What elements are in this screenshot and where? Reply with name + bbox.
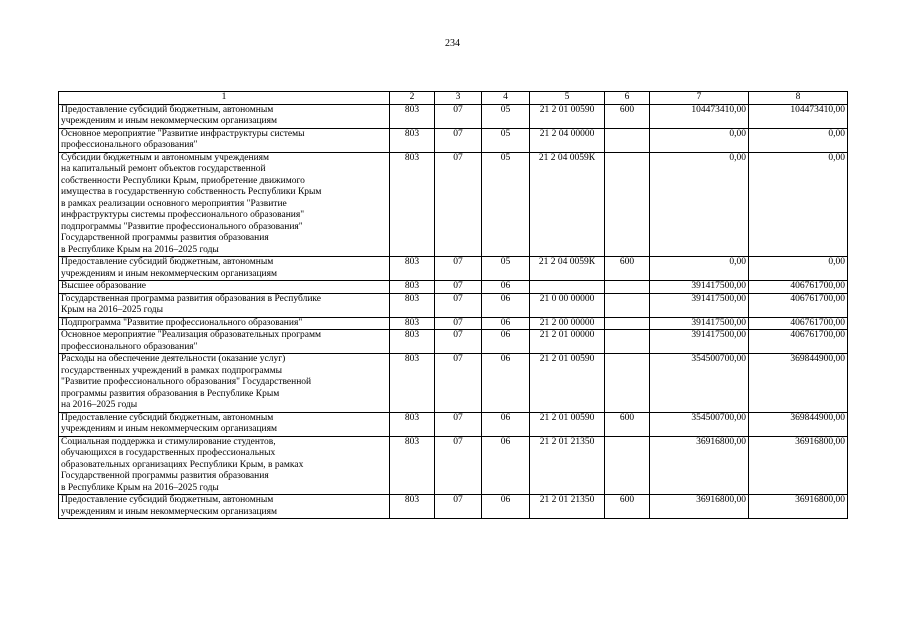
- subsection-cell: 06: [482, 317, 530, 330]
- section-cell: 07: [435, 330, 482, 354]
- table-row: [59, 152, 848, 257]
- amount-year2-cell: 36916800,00: [749, 436, 848, 495]
- header-cell: 3: [435, 92, 482, 105]
- expense-type-cell: [605, 330, 650, 354]
- header-cell: 8: [749, 92, 848, 105]
- expense-type-cell: [605, 293, 650, 317]
- gov-code-cell: 803: [390, 152, 435, 257]
- expense-type-cell: [605, 354, 650, 413]
- subsection-cell: 06: [482, 293, 530, 317]
- gov-code-cell: 803: [390, 281, 435, 294]
- header-cell: 6: [605, 92, 650, 105]
- amount-year2-cell: 0,00: [749, 257, 848, 281]
- subsection-cell: 05: [482, 257, 530, 281]
- header-cell: 5: [530, 92, 605, 105]
- row-name-cell: Предоставление субсидий бюджетным, автономным учреждениям и иным некоммерческим организациям: [59, 412, 390, 436]
- amount-year1-cell: 391417500,00: [650, 330, 749, 354]
- gov-code-cell: 803: [390, 128, 435, 152]
- table-row: [59, 495, 848, 519]
- table-row: [59, 354, 848, 413]
- section-cell: 07: [435, 495, 482, 519]
- subsection-cell: 06: [482, 436, 530, 495]
- row-name-cell: Подпрограмма "Развитие профессионального образования": [59, 317, 390, 330]
- page-number: 234: [445, 38, 460, 49]
- subsection-cell: 06: [482, 281, 530, 294]
- subsection-cell: 06: [482, 354, 530, 413]
- gov-code-cell: 803: [390, 495, 435, 519]
- expense-type-cell: 600: [605, 412, 650, 436]
- row-name-cell: Предоставление субсидий бюджетным, автономным учреждениям и иным некоммерческим организациям: [59, 104, 390, 128]
- row-name-cell: Основное мероприятие "Реализация образовательных программ профессионального образования": [59, 330, 390, 354]
- row-name-cell: Предоставление субсидий бюджетным, автономным учреждениям и иным некоммерческим организациям: [59, 495, 390, 519]
- gov-code-cell: 803: [390, 104, 435, 128]
- amount-year1-cell: 354500700,00: [650, 412, 749, 436]
- amount-year2-cell: 406761700,00: [749, 317, 848, 330]
- target-article-cell: 21 2 01 00590: [530, 354, 605, 413]
- section-cell: 07: [435, 412, 482, 436]
- row-name-cell: Высшее образование: [59, 281, 390, 294]
- target-article-cell: [530, 281, 605, 294]
- section-cell: 07: [435, 104, 482, 128]
- amount-year2-cell: 369844900,00: [749, 412, 848, 436]
- table-row: [59, 412, 848, 436]
- row-name-cell: Основное мероприятие "Развитие инфраструктуры системы профессионального образования": [59, 128, 390, 152]
- amount-year1-cell: 36916800,00: [650, 495, 749, 519]
- table-row: [59, 281, 848, 294]
- expense-type-cell: [605, 128, 650, 152]
- row-name-cell: Субсидии бюджетным и автономным учреждениям на капитальный ремонт объектов государственной собственности Республики Крым, приобретение движимого имущества в государственную собственность Республики Крым в рамках реализации основного мероприятия "Развитие инфраструктуры системы профессионального образования" подпрограммы "Развитие профессионального образования" Государственной программы развития образования в Республике Крым на 2016–2025 годы: [59, 152, 390, 257]
- row-name-cell: Социальная поддержка и стимулирование студентов, обучающихся в государственных профессиональных образовательных организациях Республики Крым, в рамках Государственной программы развития образования в Республике Крым на 2016–2025 годы: [59, 436, 390, 495]
- target-article-cell: 21 2 01 00590: [530, 104, 605, 128]
- target-article-cell: 21 2 04 0059К: [530, 152, 605, 257]
- gov-code-cell: 803: [390, 354, 435, 413]
- gov-code-cell: 803: [390, 436, 435, 495]
- section-cell: 07: [435, 128, 482, 152]
- expense-type-cell: 600: [605, 104, 650, 128]
- target-article-cell: 21 2 01 21350: [530, 495, 605, 519]
- amount-year1-cell: 354500700,00: [650, 354, 749, 413]
- section-cell: 07: [435, 436, 482, 495]
- gov-code-cell: 803: [390, 412, 435, 436]
- section-cell: 07: [435, 317, 482, 330]
- table-row: [59, 293, 848, 317]
- header-cell: 4: [482, 92, 530, 105]
- target-article-cell: 21 2 01 00000: [530, 330, 605, 354]
- budget-table: [58, 91, 848, 519]
- expense-type-cell: [605, 317, 650, 330]
- row-name-cell: Расходы на обеспечение деятельности (оказание услуг) государственных учреждений в рамках подпрограммы "Развитие профессионального образования" Государственной программы развития образования в Республике Крым на 2016–2025 годы: [59, 354, 390, 413]
- section-cell: 07: [435, 281, 482, 294]
- subsection-cell: 06: [482, 495, 530, 519]
- expense-type-cell: [605, 152, 650, 257]
- gov-code-cell: 803: [390, 317, 435, 330]
- header-cell: 7: [650, 92, 749, 105]
- table-row: [59, 104, 848, 128]
- amount-year1-cell: 0,00: [650, 128, 749, 152]
- amount-year2-cell: 0,00: [749, 128, 848, 152]
- amount-year1-cell: 391417500,00: [650, 317, 749, 330]
- amount-year1-cell: 0,00: [650, 152, 749, 257]
- section-cell: 07: [435, 152, 482, 257]
- row-name-cell: Государственная программа развития образования в Республике Крым на 2016–2025 годы: [59, 293, 390, 317]
- section-cell: 07: [435, 354, 482, 413]
- target-article-cell: 21 0 00 00000: [530, 293, 605, 317]
- amount-year2-cell: 369844900,00: [749, 354, 848, 413]
- header-cell: 1: [59, 92, 390, 105]
- expense-type-cell: 600: [605, 495, 650, 519]
- amount-year1-cell: 36916800,00: [650, 436, 749, 495]
- target-article-cell: 21 2 04 0059К: [530, 257, 605, 281]
- target-article-cell: 21 2 01 00590: [530, 412, 605, 436]
- target-article-cell: 21 2 00 00000: [530, 317, 605, 330]
- subsection-cell: 06: [482, 330, 530, 354]
- amount-year2-cell: 104473410,00: [749, 104, 848, 128]
- target-article-cell: 21 2 04 00000: [530, 128, 605, 152]
- section-cell: 07: [435, 257, 482, 281]
- amount-year2-cell: 406761700,00: [749, 281, 848, 294]
- amount-year1-cell: 104473410,00: [650, 104, 749, 128]
- subsection-cell: 05: [482, 152, 530, 257]
- expense-type-cell: [605, 281, 650, 294]
- amount-year1-cell: 391417500,00: [650, 293, 749, 317]
- gov-code-cell: 803: [390, 293, 435, 317]
- amount-year1-cell: 0,00: [650, 257, 749, 281]
- table-row: [59, 436, 848, 495]
- subsection-cell: 05: [482, 128, 530, 152]
- table-row: [59, 330, 848, 354]
- gov-code-cell: 803: [390, 257, 435, 281]
- gov-code-cell: 803: [390, 330, 435, 354]
- amount-year1-cell: 391417500,00: [650, 281, 749, 294]
- row-name-cell: Предоставление субсидий бюджетным, автономным учреждениям и иным некоммерческим организациям: [59, 257, 390, 281]
- table-row: [59, 128, 848, 152]
- amount-year2-cell: 36916800,00: [749, 495, 848, 519]
- table-row: [59, 317, 848, 330]
- subsection-cell: 05: [482, 104, 530, 128]
- header-row: [59, 92, 848, 105]
- target-article-cell: 21 2 01 21350: [530, 436, 605, 495]
- header-cell: 2: [390, 92, 435, 105]
- expense-type-cell: [605, 436, 650, 495]
- amount-year2-cell: 406761700,00: [749, 330, 848, 354]
- amount-year2-cell: 406761700,00: [749, 293, 848, 317]
- section-cell: 07: [435, 293, 482, 317]
- subsection-cell: 06: [482, 412, 530, 436]
- table-row: [59, 257, 848, 281]
- amount-year2-cell: 0,00: [749, 152, 848, 257]
- expense-type-cell: 600: [605, 257, 650, 281]
